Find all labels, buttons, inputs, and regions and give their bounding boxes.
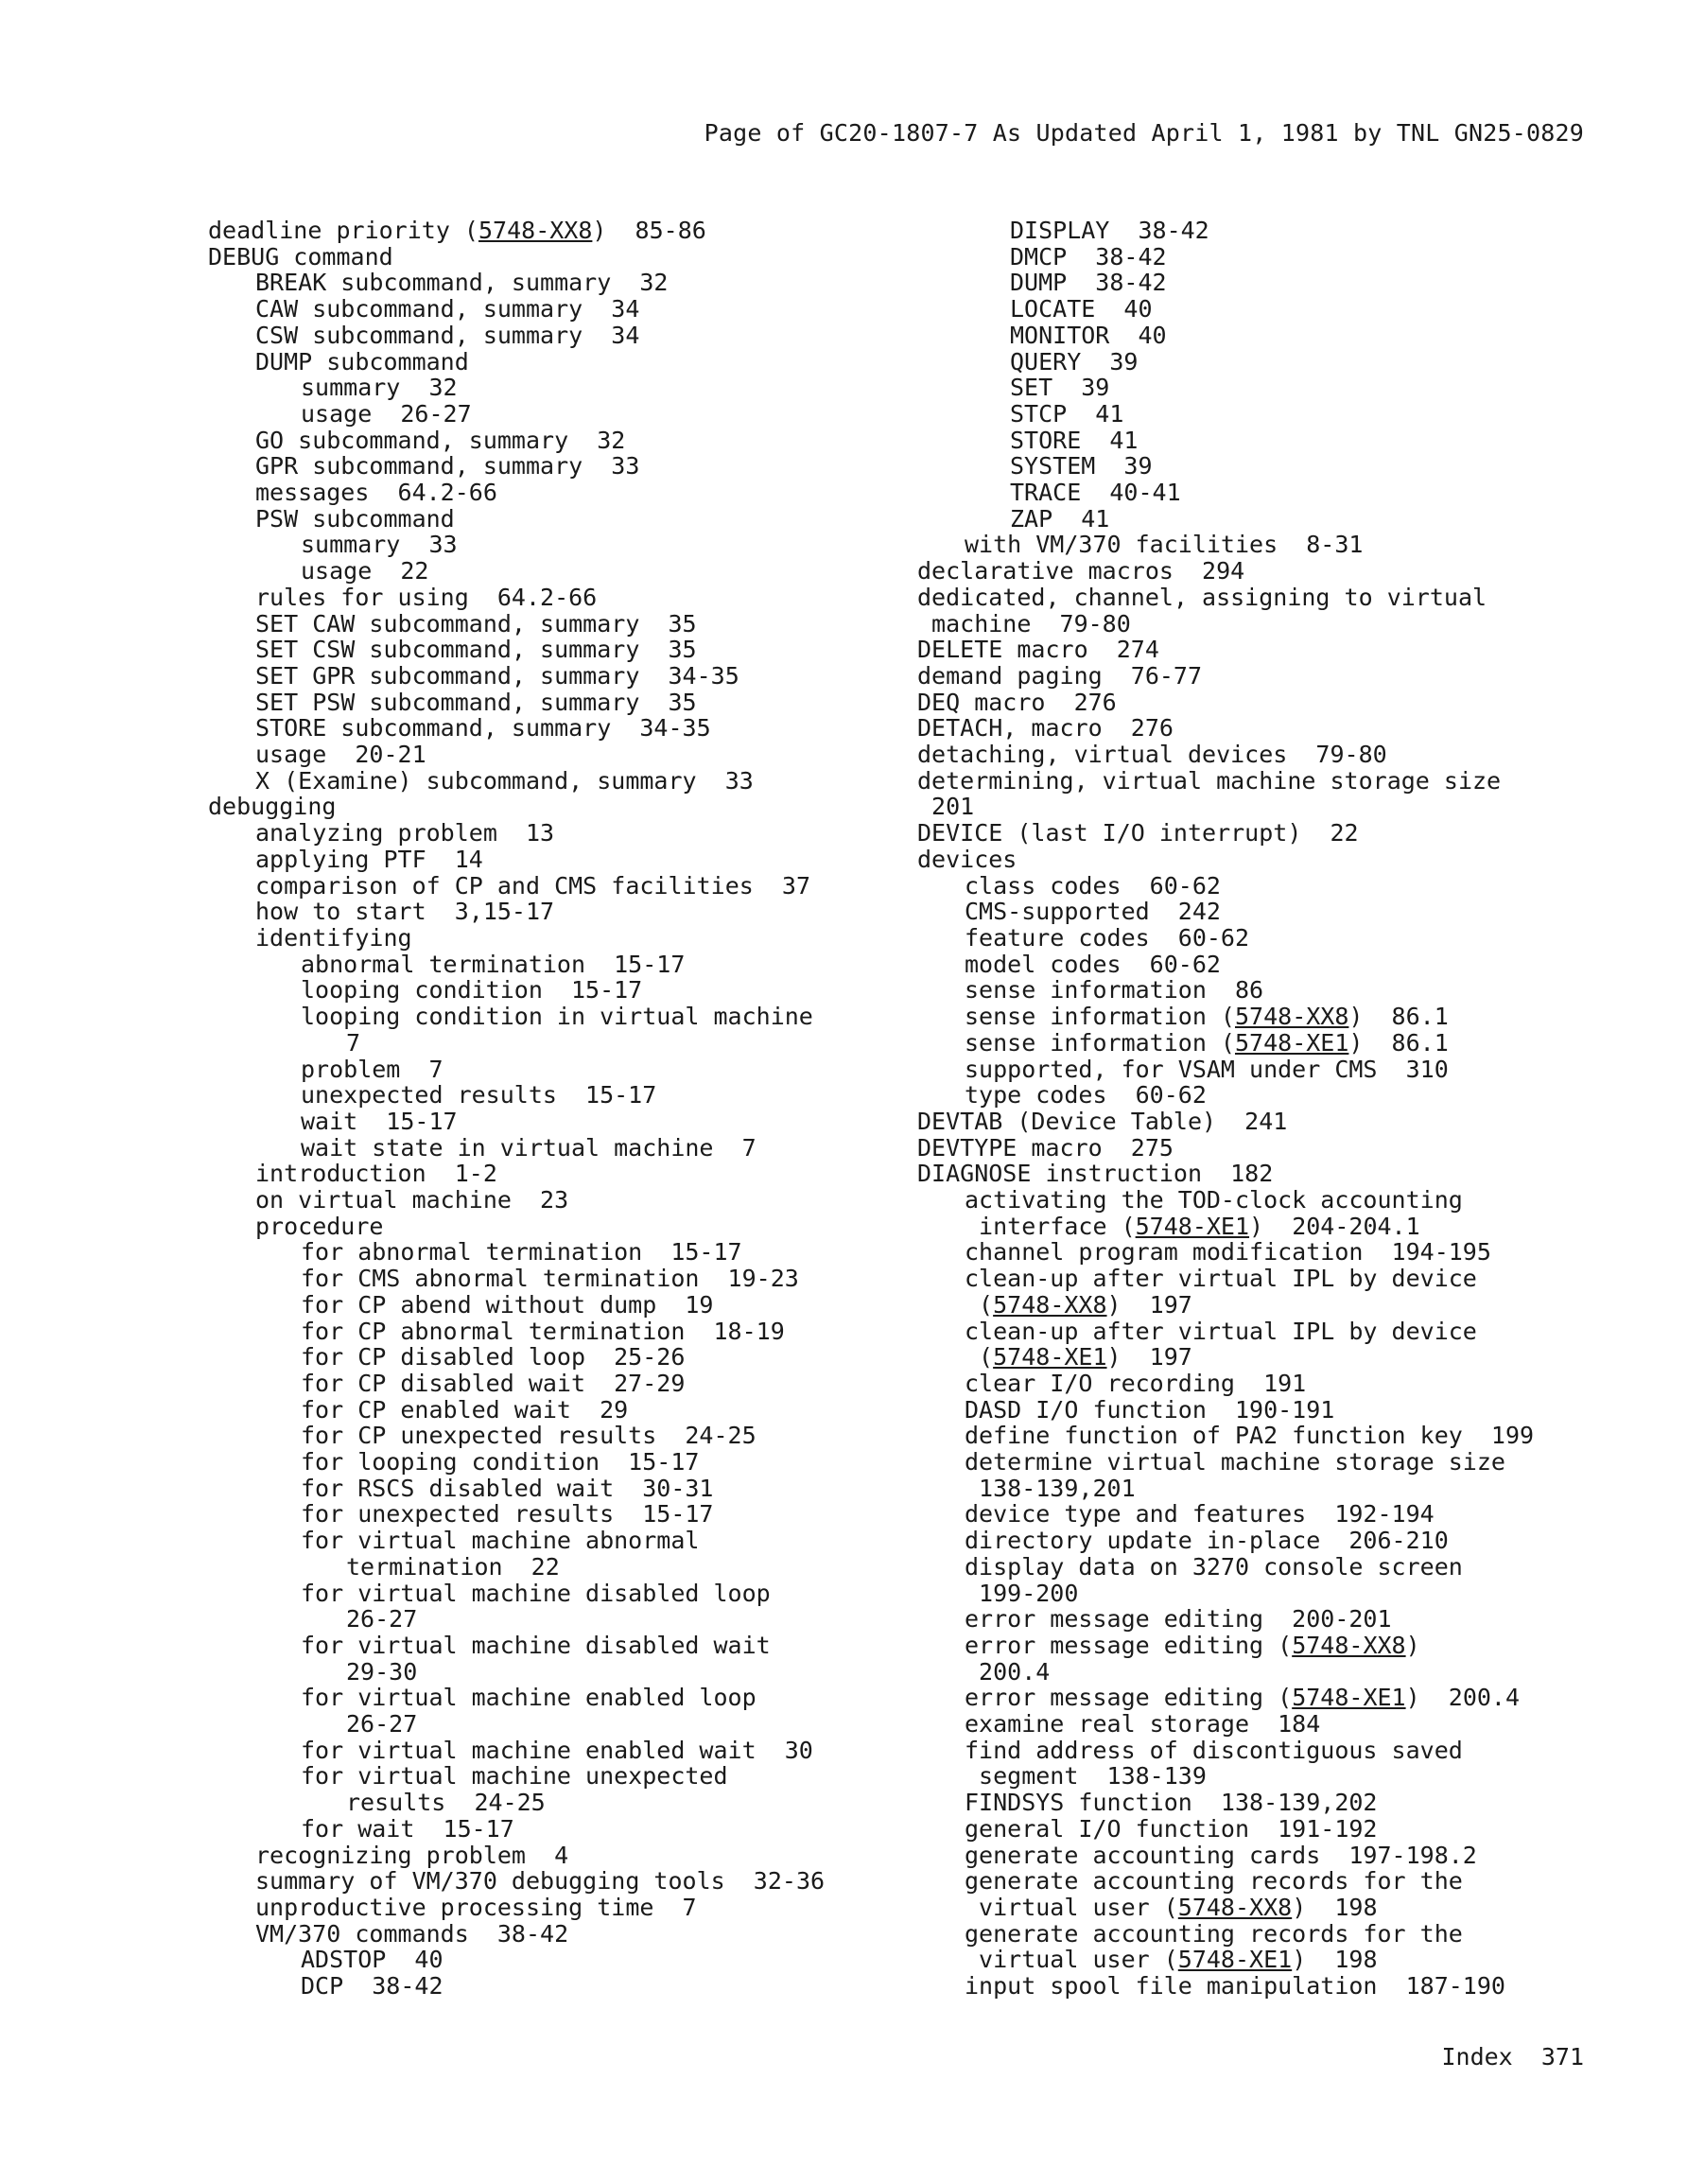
index-entry [917,1344,1598,1371]
index-entry [208,637,927,663]
index-entry-text: for wait 15-17 [301,1814,514,1843]
index-entry [917,1973,1598,2000]
index-entry-text: debugging [208,793,337,821]
index-entry-text: determining, virtual machine storage size [917,766,1502,795]
index-entry [208,585,927,611]
index-entry [917,1711,1598,1738]
index-entry-text: usage 26-27 [301,399,472,428]
index-entry-text: for virtual machine disabled wait [301,1631,771,1659]
index-entry [917,218,1598,244]
index-entry-text: for CP enabled wait 29 [301,1395,629,1424]
index-column-left [208,218,927,2000]
index-entry-text: supported, for VSAM under CMS 310 [965,1055,1449,1083]
index-entry-text: for virtual machine unexpected [301,1762,728,1791]
index-entry-text: VM/370 commands 38-42 [255,1919,569,1948]
product-number: 5748-XX8 [1292,1631,1406,1659]
index-entry [208,1214,927,1240]
index-column-right [917,218,1598,2000]
index-entry [208,1161,927,1187]
index-entry-text: demand paging 76-77 [917,661,1203,690]
index-entry [208,742,927,768]
index-entry-text: 199-200 [965,1579,1079,1607]
index-entry [917,428,1598,454]
index-entry [917,296,1598,323]
index-entry-text: DUMP subcommand [255,347,469,376]
index-entry-text: ADSTOP 40 [301,1946,443,1974]
index-entry-text: examine real storage 184 [965,1710,1321,1738]
product-number: 5748-XX8 [1234,1003,1349,1031]
index-entry [208,1319,927,1345]
index-entry-text: results 24-25 [346,1789,546,1817]
index-entry-text: for CP abnormal termination 18-19 [301,1317,785,1345]
index-entry [208,480,927,506]
index-entry [917,1371,1598,1397]
index-entry [917,349,1598,376]
index-entry [208,428,927,454]
index-entry-text: wait state in virtual machine 7 [301,1133,757,1162]
index-entry [208,1816,927,1843]
index-entry-text: devices [917,845,1017,873]
index-entry-text: rules for using 64.2-66 [255,583,598,611]
index-entry-text: FINDSYS function 138-139,202 [965,1789,1378,1817]
index-entry [208,1082,927,1109]
product-number: 5748-XE1 [1135,1212,1250,1240]
index-entry [208,1423,927,1449]
index-entry-text: SET CAW subcommand, summary 35 [255,609,697,638]
index-entry-text: ( [965,1290,994,1319]
index-entry [208,1135,927,1162]
index-entry-text: analyzing problem 13 [255,819,555,847]
index-entry [208,1554,927,1581]
index-entry-text: clean-up after virtual IPL by device [965,1265,1477,1293]
index-entry-text: for unexpected results 15-17 [301,1500,714,1529]
index-entry-text: DEVTYPE macro 275 [917,1133,1174,1162]
index-entry-text: GPR subcommand, summary 33 [255,452,640,480]
index-entry [917,1738,1598,1764]
index-entry [917,637,1598,663]
index-entry-text: activating the TOD-clock accounting [965,1186,1463,1214]
index-entry-text: termination 22 [346,1552,560,1581]
index-entry-text: for CP disabled wait 27-29 [301,1369,686,1397]
index-entry [917,1921,1598,1948]
index-entry [208,663,927,690]
index-entry-text: sense information 86 [965,976,1264,1005]
index-entry [917,1528,1598,1554]
index-entry-text: device type and features 192-194 [965,1500,1435,1529]
index-entry [917,1292,1598,1319]
index-entry-text: SET CSW subcommand, summary 35 [255,636,697,664]
index-entry-text: DEBUG command [208,242,393,271]
index-entry [208,1057,927,1083]
index-entry-text: DEQ macro 276 [917,688,1117,716]
index-entry-text: error message editing ( [965,1631,1293,1659]
index-entry [917,1004,1598,1030]
index-entry [917,925,1598,952]
index-entry [917,1397,1598,1424]
index-entry [208,1292,927,1319]
index-entry [917,480,1598,506]
index-entry [917,1633,1598,1659]
index-entry [208,847,927,873]
index-entry-text: looping condition in virtual machine [301,1003,813,1031]
index-entry-pages: ) 85-86 [592,217,706,244]
index-entry-pages: ) 197 [1106,1343,1192,1372]
index-entry-text: CSW subcommand, summary 34 [255,321,640,349]
index-entry-text: CAW subcommand, summary 34 [255,295,640,323]
index-entry-pages: ) 86.1 [1348,1028,1449,1057]
index-entry-text: virtual user ( [965,1894,1178,1921]
index-entry-text: virtual user ( [965,1946,1178,1974]
index-entry-text: for CP unexpected results 24-25 [301,1422,757,1450]
index-entry [917,1843,1598,1869]
index-entry [917,820,1598,847]
index-entry [917,977,1598,1004]
index-entry-text: with VM/370 facilities 8-31 [965,531,1364,559]
index-entry-text: 7 [346,1028,361,1057]
index-entry [208,1449,927,1476]
index-entry-text: define function of PA2 function key 199 [965,1422,1535,1450]
index-entry-text: for looping condition 15-17 [301,1448,700,1476]
index-entry [208,820,927,847]
index-entry [917,1581,1598,1607]
index-entry [208,1633,927,1659]
index-entry [917,1659,1598,1686]
index-entry-text: interface ( [965,1212,1136,1240]
product-number: 5748-XE1 [1234,1028,1349,1057]
index-entry-text: introduction 1-2 [255,1160,497,1188]
index-entry-text: error message editing 200-201 [965,1605,1392,1634]
index-entry-text: BREAK subcommand, summary 32 [255,269,669,297]
index-entry-text: STCP 41 [1010,399,1124,428]
index-entry [917,1501,1598,1528]
index-entry [208,1685,927,1711]
index-entry [917,1082,1598,1109]
index-entry-text: 26-27 [346,1710,418,1738]
index-entry [917,794,1598,820]
index-entry-text: DEVTAB (Device Table) 241 [917,1107,1288,1135]
index-entry-text: SYSTEM 39 [1010,452,1153,480]
index-entry [917,375,1598,401]
index-entry-text: generate accounting records for the [965,1919,1463,1948]
index-entry [917,1816,1598,1843]
index-entry-text: GO subcommand, summary 32 [255,426,626,454]
product-number: 5748-XE1 [1177,1946,1293,1974]
index-entry-text: 138-139,201 [965,1474,1136,1502]
index-entry-text: display data on 3270 console screen [965,1552,1463,1581]
index-entry [917,1135,1598,1162]
index-entry [208,1659,927,1686]
index-entry [208,1790,927,1816]
index-entry [917,1030,1598,1057]
index-entry-text: for CMS abnormal termination 19-23 [301,1265,799,1293]
index-entry [208,1030,927,1057]
index-entry-pages: ) 200.4 [1405,1684,1521,1712]
product-number: 5748-XE1 [1292,1684,1406,1712]
index-entry [208,1004,927,1030]
index-entry-text: ( [965,1343,994,1372]
index-entry-text: DUMP 38-42 [1010,269,1167,297]
index-entry [917,952,1598,978]
index-entry-text: identifying [255,923,412,952]
index-entry-text: DETACH, macro 276 [917,714,1174,743]
index-entry [917,768,1598,795]
index-entry-text: find address of discontiguous saved [965,1736,1463,1764]
index-entry [917,1895,1598,1921]
index-entry [917,611,1598,638]
index-entry-text: DEVICE (last I/O interrupt) 22 [917,819,1359,847]
index-entry-text: 29-30 [346,1657,418,1686]
page-number: 371 [1540,2043,1584,2070]
index-entry [208,977,927,1004]
index-entry [208,925,927,952]
index-entry-text: for CP disabled loop 25-26 [301,1343,686,1372]
index-entry [208,1606,927,1633]
index-entry [208,1528,927,1554]
index-entry [917,1319,1598,1345]
index-entry-text: ZAP 41 [1010,504,1110,533]
index-entry-text: DELETE macro 274 [917,636,1159,664]
index-entry [208,611,927,638]
index-entry [917,899,1598,925]
index-entry [208,1501,927,1528]
index-entry-text: dedicated, channel, assigning to virtual [917,583,1487,611]
index-entry-text: 201 [917,793,975,821]
index-entry-pages: ) 197 [1106,1290,1192,1319]
index-entry-text: summary 33 [301,531,458,559]
index-entry [208,715,927,742]
index-entry-text: usage 22 [301,557,429,585]
index-entry [208,1843,927,1869]
index-entry [917,847,1598,873]
index-entry-text: for virtual machine enabled loop [301,1684,757,1712]
product-number: 5748-XX8 [1177,1894,1293,1921]
index-entry [208,244,927,271]
index-entry-text: STORE 41 [1010,426,1139,454]
product-number: 5748-XX8 [993,1290,1107,1319]
index-entry-text: DCP 38-42 [301,1972,443,2001]
index-entry-text: on virtual machine 23 [255,1186,569,1214]
index-entry-text: DIAGNOSE instruction 182 [917,1160,1274,1188]
index-entry [208,1895,927,1921]
index-entry-text: clean-up after virtual IPL by device [965,1317,1477,1345]
index-entry-text: wait 15-17 [301,1107,458,1135]
index-entry-pages: ) 204-204.1 [1249,1212,1420,1240]
index-entry [208,558,927,585]
index-entry [208,270,927,296]
index-entry-text: type codes 60-62 [965,1081,1207,1109]
index-entry-text: for virtual machine enabled wait 30 [301,1736,813,1764]
index-entry [917,1239,1598,1266]
index-entry-text: SET PSW subcommand, summary 35 [255,688,697,716]
index-entry [208,1187,927,1214]
index-entry-text: 26-27 [346,1605,418,1634]
index-entry-text: applying PTF 14 [255,845,483,873]
index-entry-pages: ) 86.1 [1348,1003,1449,1031]
index-entry-text: general I/O function 191-192 [965,1814,1378,1843]
index-entry-text: directory update in-place 206-210 [965,1527,1449,1555]
index-entry [208,1763,927,1790]
index-entry [208,506,927,533]
index-entry [917,558,1598,585]
index-entry [917,244,1598,271]
index-entry [917,270,1598,296]
index-entry [208,218,927,244]
index-entry-text: for CP abend without dump 19 [301,1290,714,1319]
index-entry [208,453,927,480]
index-entry-text: for virtual machine disabled loop [301,1579,771,1607]
index-entry-text: generate accounting records for the [965,1867,1463,1896]
index-entry-text: for virtual machine abnormal [301,1527,700,1555]
index-entry-text: determine virtual machine storage size [965,1448,1505,1476]
index-entry-text: procedure [255,1212,384,1240]
index-entry-text: class codes 60-62 [965,871,1221,900]
index-entry-text: unproductive processing time 7 [255,1894,697,1921]
index-entry [917,506,1598,533]
index-entry-pages: ) 198 [1292,1946,1378,1974]
index-entry-text: comparison of CP and CMS facilities 37 [255,871,810,900]
index-entry [208,401,927,428]
index-entry [208,1973,927,2000]
index-entry [208,1711,927,1738]
index-entry-text: DMCP 38-42 [1010,242,1167,271]
index-entry-text: sense information ( [965,1028,1235,1057]
index-entry [208,690,927,716]
index-entry-text: DISPLAY 38-42 [1010,217,1209,244]
index-entry-text: problem 7 [301,1055,443,1083]
index-entry [208,794,927,820]
index-entry [208,899,927,925]
index-entry [208,532,927,558]
index-entry [917,1606,1598,1633]
index-entry-text: MONITOR 40 [1010,321,1167,349]
index-entry-text: declarative macros 294 [917,557,1245,585]
index-entry [917,742,1598,768]
index-entry [917,453,1598,480]
index-entry-text: how to start 3,15-17 [255,898,555,926]
index-entry-text: CMS-supported 242 [965,898,1221,926]
index-entry-text: clear I/O recording 191 [965,1369,1307,1397]
index-entry [917,1109,1598,1135]
index-entry-text: for abnormal termination 15-17 [301,1238,742,1267]
index-entry [917,1423,1598,1449]
index-entry [208,1581,927,1607]
index-entry [208,1947,927,1973]
index-entry [208,1239,927,1266]
index-entry [208,349,927,376]
index-entry [208,1476,927,1502]
index-entry-text: feature codes 60-62 [965,923,1250,952]
index-entry [208,873,927,900]
index-entry-text: recognizing problem 4 [255,1841,569,1869]
index-entry [917,401,1598,428]
index-entry-text: looping condition 15-17 [301,976,643,1005]
footer-label: Index [1441,2043,1513,2070]
page-footer [1441,2043,1584,2071]
index-entry-text: LOCATE 40 [1010,295,1153,323]
product-number: 5748-XX8 [478,217,593,244]
index-entry-text: SET GPR subcommand, summary 34-35 [255,661,739,690]
index-entry-text: for RSCS disabled wait 30-31 [301,1474,714,1502]
index-entry-text: QUERY 39 [1010,347,1139,376]
index-entry [208,323,927,349]
index-entry-text: segment 138-139 [965,1762,1207,1791]
index-entry [917,690,1598,716]
index-entry [917,1476,1598,1502]
index-entry [208,296,927,323]
index-entry [208,1371,927,1397]
index-entry [917,532,1598,558]
index-entry-text: sense information ( [965,1003,1235,1031]
index-entry [917,1161,1598,1187]
index-entry [917,663,1598,690]
index-entry-text: summary of VM/370 debugging tools 32-36 [255,1867,826,1896]
index-entry-pages: ) 198 [1292,1894,1378,1921]
index-entry [208,1738,927,1764]
index-entry [208,1921,927,1948]
index-entry-text: TRACE 40-41 [1010,479,1181,507]
index-entry [917,323,1598,349]
index-entry [208,375,927,401]
index-entry-text: usage 20-21 [255,741,426,769]
index-entry-text: messages 64.2-66 [255,479,497,507]
index-entry [917,1554,1598,1581]
index-entry [208,1344,927,1371]
index-entry [917,1214,1598,1240]
index-entry [917,873,1598,900]
index-entry [917,1266,1598,1292]
index-entry [917,1947,1598,1973]
index-entry-text: PSW subcommand [255,504,455,533]
product-number: 5748-XE1 [993,1343,1107,1372]
index-entry [917,1057,1598,1083]
index-entry [208,768,927,795]
index-entry [917,715,1598,742]
index-entry-text: generate accounting cards 197-198.2 [965,1841,1477,1869]
index-entry-text: machine 79-80 [917,609,1131,638]
index-entry [208,1868,927,1895]
index-entry [917,1449,1598,1476]
index-entry-text: input spool file manipulation 187-190 [965,1972,1505,2001]
index-entry-text: detaching, virtual devices 79-80 [917,741,1387,769]
index-entry [917,585,1598,611]
index-entry-text: model codes 60-62 [965,950,1221,978]
index-entry [917,1868,1598,1895]
index-entry [917,1763,1598,1790]
index-entry-text: SET 39 [1010,374,1110,402]
index-entry-text: unexpected results 15-17 [301,1081,657,1109]
index-entry-text: STORE subcommand, summary 34-35 [255,714,711,743]
index-entry [917,1187,1598,1214]
index-entry-text: error message editing ( [965,1684,1293,1712]
index-entry [917,1790,1598,1816]
index-entry-pages: ) [1405,1631,1420,1659]
index-entry [917,1685,1598,1711]
index-entry-text: deadline priority ( [208,217,478,244]
index-entry [208,1266,927,1292]
index-entry [208,1397,927,1424]
index-entry [208,952,927,978]
index-entry-text: DASD I/O function 190-191 [965,1395,1335,1424]
index-entry-text: 200.4 [965,1657,1051,1686]
page-header: Page of GC20-1807-7 As Updated April 1, 1981 by TNL GN25-0829 [704,119,1584,147]
index-entry-text: X (Examine) subcommand, summary 33 [255,766,754,795]
index-entry-text: abnormal termination 15-17 [301,950,686,978]
index-entry-text: summary 32 [301,374,458,402]
index-entry-text: channel program modification 194-195 [965,1238,1491,1267]
index-entry [208,1109,927,1135]
